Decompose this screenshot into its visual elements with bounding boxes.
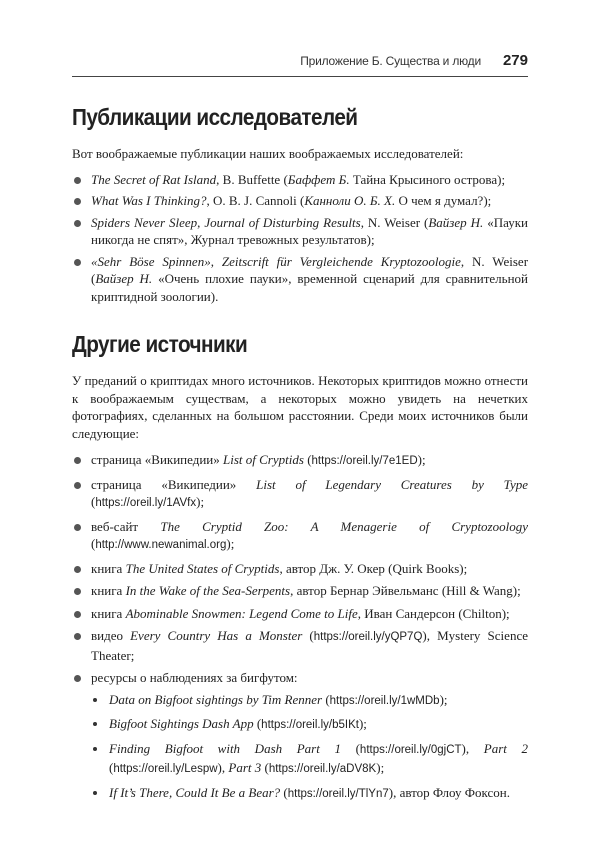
chapter-title: Приложение Б. Существа и люди	[300, 54, 481, 68]
url-link[interactable]: https://oreil.ly/0gjCT	[359, 743, 462, 756]
list-item: книга In the Wake of the Sea-Serpents, автор Бернар Эйвельманс (Hill & Wang);	[72, 582, 528, 600]
url-link[interactable]: https://oreil.ly/TlYn7	[287, 787, 389, 800]
bigfoot-label: ресурсы о наблюдениях за бигфутом:	[91, 670, 298, 685]
sources-intro: У преданий о криптидах много источников. Некоторых криптидов можно отнести к воображаемым существам, а некоторых можно увидеть на нечетких фотографиях, сделанных на большом расстоянии. Среди моих источников были следующие:	[72, 373, 528, 441]
running-header	[72, 52, 528, 74]
list-item: страница «Википедии» List of Legendary Creatures by Type (https://oreil.ly/1AVfx);	[72, 476, 528, 513]
page-content	[72, 104, 528, 808]
list-item	[72, 669, 528, 803]
list-item: Spiders Never Sleep, Journal of Disturbing Results, N. Weiser (Вайзер Н. «Пауки никогда не спят», Журнал тревожных результатов);	[72, 214, 528, 249]
url-link[interactable]: https://oreil.ly/yQP7Q	[313, 631, 423, 643]
sources-list	[72, 451, 528, 803]
list-item: книга Abominable Snowmen: Legend Come to Life, Иван Сандерсон (Chilton);	[72, 605, 528, 623]
sub-list-item: Bigfoot Sightings Dash App (https://oreil.ly/b5IKt);	[91, 715, 528, 735]
url-link[interactable]: https://oreil.ly/Lespw	[113, 763, 218, 775]
url-link[interactable]: https://oreil.ly/1AVfx	[95, 497, 197, 509]
url-link[interactable]: http://www.newanimal.org	[95, 539, 227, 551]
bigfoot-sublist	[91, 691, 528, 804]
url-link[interactable]: https://oreil.ly/7e1ED	[311, 455, 418, 467]
publications-intro: Вот воображаемые публикации наших воображаемых исследователей:	[72, 146, 464, 161]
list-item: «Sehr Böse Spinnen», Zeitscrift für Vergleichende Kryptozoologie, N. Weiser (Вайзер Н. «Очень плохие пауки», временной сценарий для сравнительной криптидной зоологии).	[72, 253, 528, 306]
list-item: веб-сайт The Cryptid Zoo: A Menagerie of Cryptozoology (http://www.newanimal.org);	[72, 518, 528, 555]
section-title-publications: Публикации исследователей	[72, 104, 358, 130]
list-item: страница «Википедии» List of Cryptids (https://oreil.ly/7e1ED);	[72, 451, 528, 471]
url-link[interactable]: https://oreil.ly/1wMDb	[329, 694, 440, 707]
list-item: книга The United States of Cryptids, автор Дж. У. Окер (Quirk Books);	[72, 560, 528, 578]
header-rule	[72, 76, 528, 77]
list-item: видео Every Country Has a Monster (https://oreil.ly/yQP7Q), Mystery Science Theater;	[72, 627, 528, 664]
list-item: The Secret of Rat Island, B. Buffette (Баффет Б. Тайна Крысиного острова);	[72, 171, 528, 189]
sub-list-item: If It’s There, Could It Be a Bear? (https://oreil.ly/TlYn7), автор Флоу Фоксон.	[91, 784, 528, 804]
section-title-sources: Другие источники	[72, 331, 248, 357]
publications-list	[72, 171, 528, 306]
url-link[interactable]: https://oreil.ly/aDV8K	[268, 763, 377, 775]
sub-list-item: Finding Bigfoot with Dash Part 1 (https://oreil.ly/0gjCT), Part 2 (https://oreil.ly/Lespw), Part 3 (https://oreil.ly/aDV8K);	[91, 740, 528, 779]
list-item: What Was I Thinking?, O. B. J. Cannoli (Канноли О. Б. Х. О чем я думал?);	[72, 192, 528, 210]
page-number: 279	[502, 52, 528, 69]
sub-list-item: Data on Bigfoot sightings by Tim Renner (https://oreil.ly/1wMDb);	[91, 691, 528, 711]
url-link[interactable]: https://oreil.ly/b5IKt	[261, 719, 359, 731]
